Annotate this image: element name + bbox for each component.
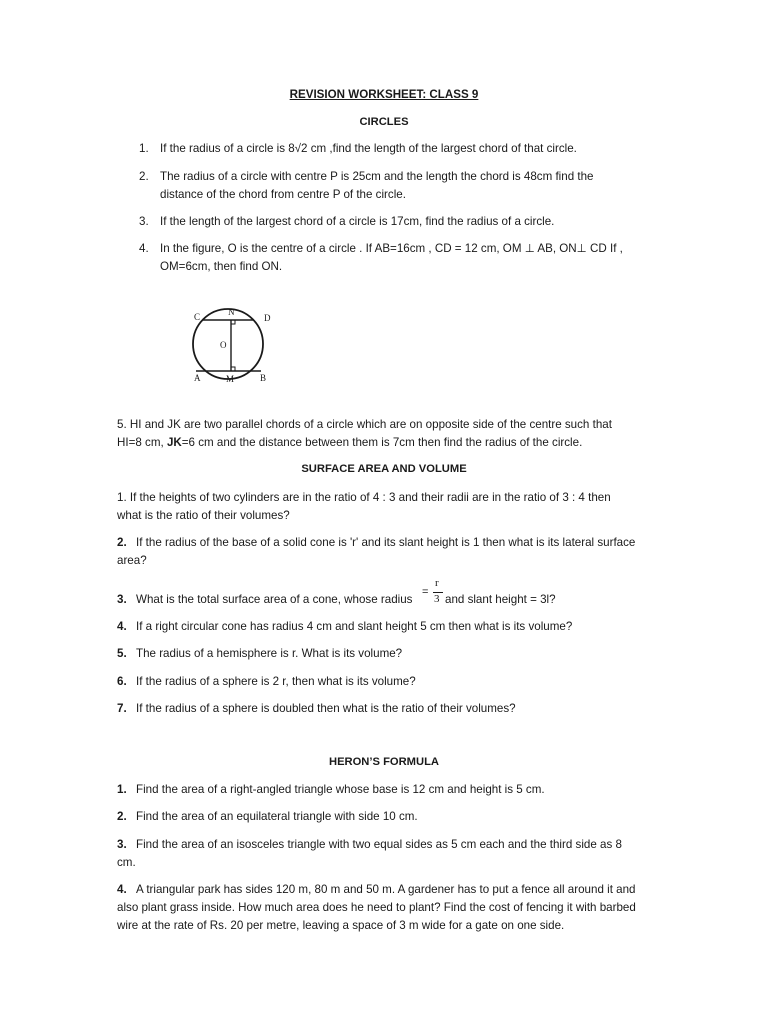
question-number: 3. xyxy=(139,215,149,228)
worksheet-title: REVISION WORKSHEET: CLASS 9 xyxy=(289,88,479,101)
question-text-line-2: OM=6cm, then find ON. xyxy=(160,260,283,273)
question-text-line-3: wire at the rate of Rs. 20 per metre, leaving a space of 3 m wide for a gate on one side. xyxy=(117,919,565,932)
question-text-line-2 xyxy=(117,434,582,452)
question-text: The radius of a hemisphere is r. What is its volume? xyxy=(136,647,403,660)
question-number: 4. xyxy=(139,242,149,255)
question-number: 2. xyxy=(139,170,149,183)
q5-bold: JK xyxy=(166,436,182,449)
surface-heading: SURFACE AREA AND VOLUME xyxy=(301,463,467,475)
question-text-line-1: 1. If the heights of two cylinders are in the ratio of 4 : 3 and their radii are in the ratio of 3 : 4 then xyxy=(117,491,611,504)
question-text-line-2: area? xyxy=(117,554,147,567)
fraction-denominator: 3 xyxy=(434,593,440,605)
heron-heading: HERON’S FORMULA xyxy=(328,756,439,768)
q5-post: =6 cm and the distance between them is 7cm then find the radius of the circle. xyxy=(181,436,583,449)
label-b: B xyxy=(260,373,267,383)
question-text-line-1: In the figure, O is the centre of a circle . If AB=16cm , CD = 12 cm, OM ⊥ AB, ON⊥ CD If , xyxy=(160,242,623,255)
question-number: 1. xyxy=(117,783,127,796)
question-text-line-1: The radius of a circle with centre P is 25cm and the length the chord is 48cm find the xyxy=(160,170,594,183)
question-number: 4. xyxy=(117,620,127,633)
question-number: 6. xyxy=(117,675,127,688)
question-number: 4. xyxy=(117,883,127,896)
question-number: 3. xyxy=(117,838,127,851)
question-number: 7. xyxy=(117,702,127,715)
label-d: D xyxy=(264,313,271,323)
equals-sign: = xyxy=(422,586,429,598)
question-text-line-1: If the radius of the base of a solid cone is 'r' and its slant height is 1 then what is its lateral surface xyxy=(136,536,636,549)
question-text: If the length of the largest chord of a circle is 17cm, find the radius of a circle. xyxy=(160,215,555,228)
question-text-line-1: 5. HI and JK are two parallel chords of a circle which are on opposite side of the centre such that xyxy=(117,418,612,431)
question-text-line-2: what is the ratio of their volumes? xyxy=(117,509,290,522)
circles-heading: CIRCLES xyxy=(359,116,409,128)
fraction-numerator: r xyxy=(435,577,439,589)
question-text-line-1: Find the area of an isosceles triangle with two equal sides as 5 cm each and the third side as 8 xyxy=(136,838,622,851)
question-text: Find the area of a right-angled triangle whose base is 12 cm and height is 5 cm. xyxy=(136,783,545,796)
label-m: M xyxy=(226,374,235,384)
question-text: If a right circular cone has radius 4 cm and slant height 5 cm then what is its volume? xyxy=(136,620,573,633)
question-text-line-2: distance of the chord from centre P of the circle. xyxy=(160,188,406,201)
question-text: If the radius of a sphere is 2 r, then what is its volume? xyxy=(136,675,416,688)
q5-pre: HI=8 cm, xyxy=(117,436,167,449)
question-text: If the radius of a circle is 8√2 cm ,find the length of the largest chord of that circle. xyxy=(160,142,577,155)
label-a: A xyxy=(194,373,201,383)
question-number: 5. xyxy=(117,647,127,660)
label-o: O xyxy=(220,340,227,350)
question-number: 2. xyxy=(117,536,127,549)
question-text-line-1: A triangular park has sides 120 m, 80 m and 50 m. A gardener has to put a fence all around it and xyxy=(136,883,636,896)
label-n: N xyxy=(228,307,235,317)
label-c: C xyxy=(194,312,201,322)
question-text: Find the area of an equilateral triangle with side 10 cm. xyxy=(136,810,418,823)
question-text: If the radius of a sphere is doubled then what is the ratio of their volumes? xyxy=(136,702,516,715)
question-number: 3. xyxy=(117,593,127,606)
question-text-line-2: also plant grass inside. How much area does he need to plant? Find the cost of fencing it with barbed xyxy=(117,901,636,914)
question-text-line-2: cm. xyxy=(117,856,136,869)
question-number: 1. xyxy=(139,142,149,155)
question-text-end: and slant height = 3l? xyxy=(445,593,556,606)
question-number: 2. xyxy=(117,810,127,823)
circle-figure xyxy=(186,302,286,392)
question-text: What is the total surface area of a cone, whose radius xyxy=(136,593,413,606)
